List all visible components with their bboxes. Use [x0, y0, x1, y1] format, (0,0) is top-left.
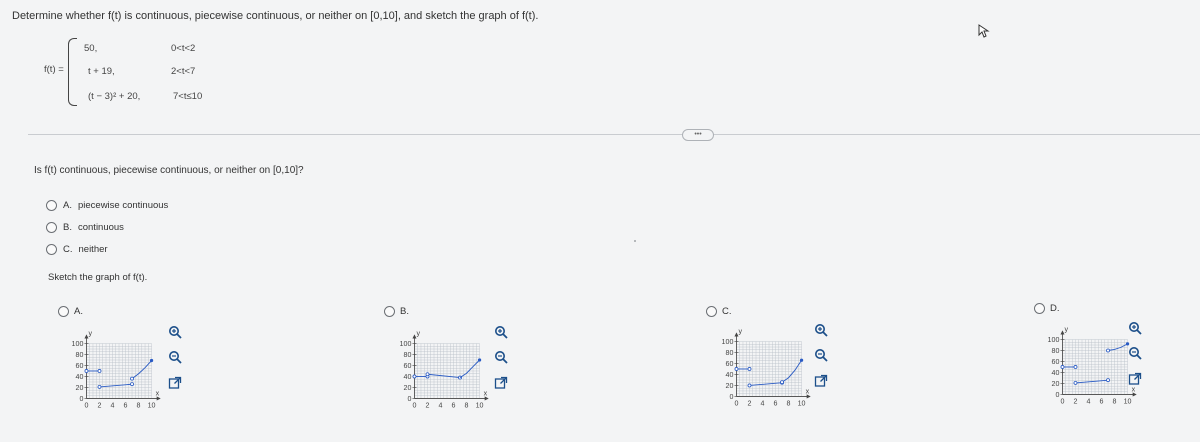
- x-tick-label: 6: [773, 399, 778, 408]
- piece-3-expr: (t − 3)² + 20,: [88, 91, 141, 102]
- y-axis-label: y: [416, 329, 421, 338]
- y-tick-label: 100: [721, 338, 734, 347]
- option-text: continuous: [77, 222, 124, 233]
- radio-button[interactable]: [1034, 303, 1045, 314]
- external-link-icon[interactable]: [168, 376, 182, 390]
- option-letter: A.: [63, 200, 72, 211]
- zoom-out-icon[interactable]: [1128, 346, 1142, 360]
- y-axis-label: y: [738, 327, 743, 336]
- open-endpoint: [1074, 365, 1077, 368]
- option-letter: B.: [63, 222, 72, 233]
- graph-choice-letter: C.: [722, 306, 732, 317]
- x-axis-label: x: [1131, 385, 1136, 394]
- y-tick-label: 40: [1051, 369, 1060, 378]
- y-tick-label: 40: [403, 373, 412, 382]
- question-text: Determine whether f(t) is continuous, piecewise continuous, or neither on [0,10], and sketch the graph of f(t).: [12, 10, 539, 22]
- y-tick-label: 20: [403, 384, 412, 392]
- function-label: f(t) =: [44, 64, 64, 75]
- radio-button[interactable]: [58, 306, 69, 317]
- y-tick-label: 60: [1051, 358, 1060, 367]
- zoom-in-icon[interactable]: [814, 323, 828, 337]
- zoom-out-icon[interactable]: [814, 348, 828, 362]
- continuity-option-a[interactable]: [46, 200, 168, 211]
- y-tick-label: 80: [403, 351, 412, 360]
- open-endpoint: [131, 383, 134, 386]
- x-tick-label: 6: [123, 401, 128, 410]
- graph-thumbnail[interactable]: [708, 320, 828, 420]
- y-tick-label: 80: [75, 351, 84, 360]
- x-tick-label: 4: [760, 399, 765, 408]
- radio-button[interactable]: [46, 222, 57, 233]
- external-link-icon[interactable]: [1128, 372, 1142, 386]
- graph-choice-letter: B.: [400, 306, 409, 317]
- open-endpoint: [781, 381, 784, 384]
- x-tick-label: 0: [84, 401, 89, 410]
- open-endpoint: [413, 375, 416, 378]
- x-axis-label: x: [483, 389, 488, 398]
- graph-thumbnail[interactable]: [386, 322, 506, 422]
- zoom-in-icon[interactable]: [1128, 321, 1142, 335]
- option-letter: C.: [63, 244, 73, 255]
- open-endpoint: [1107, 349, 1110, 352]
- x-axis-label: x: [805, 387, 810, 396]
- open-endpoint: [98, 369, 101, 372]
- stray-dot: [634, 240, 636, 242]
- open-endpoint: [1061, 365, 1064, 368]
- piece-1-cond: 0<t<2: [171, 43, 196, 54]
- y-tick-label: 100: [399, 340, 412, 349]
- open-endpoint: [131, 377, 134, 380]
- y-tick-label: 100: [71, 340, 84, 349]
- open-endpoint: [1074, 381, 1077, 384]
- x-tick-label: 4: [438, 401, 443, 410]
- x-tick-label: 2: [747, 399, 752, 408]
- open-endpoint: [426, 373, 429, 376]
- x-axis-label: x: [155, 389, 160, 398]
- zoom-in-icon[interactable]: [494, 325, 508, 339]
- y-axis-label: y: [1064, 325, 1069, 334]
- x-tick-label: 0: [412, 401, 417, 410]
- x-tick-label: 2: [425, 401, 430, 410]
- zoom-in-icon[interactable]: [168, 325, 182, 339]
- y-tick-label: 20: [1051, 380, 1060, 388]
- x-tick-label: 10: [147, 401, 156, 410]
- radio-button[interactable]: [706, 306, 717, 317]
- closed-endpoint: [800, 359, 803, 362]
- x-tick-label: 8: [1112, 397, 1117, 406]
- grid-lines: [414, 344, 479, 399]
- expand-more-button[interactable]: •••: [682, 129, 714, 141]
- open-endpoint: [735, 367, 738, 370]
- open-endpoint: [85, 369, 88, 372]
- y-tick-label: 60: [75, 362, 84, 371]
- graph-choice-letter: D.: [1050, 303, 1060, 314]
- option-text: piecewise continuous: [77, 200, 169, 211]
- y-tick-label: 0: [1055, 390, 1060, 399]
- y-tick-label: 20: [725, 382, 734, 390]
- y-tick-label: 0: [729, 392, 734, 401]
- x-tick-label: 10: [1123, 397, 1132, 406]
- x-tick-label: 10: [797, 399, 806, 408]
- external-link-icon[interactable]: [814, 374, 828, 388]
- graph-choice-letter: A.: [74, 306, 83, 317]
- open-endpoint: [748, 384, 751, 387]
- piece-1-expr: 50,: [84, 43, 98, 54]
- x-tick-label: 4: [1086, 397, 1091, 406]
- closed-endpoint: [150, 359, 153, 362]
- piece-2-cond: 2<t<7: [171, 66, 196, 77]
- y-tick-label: 60: [403, 362, 412, 371]
- x-tick-label: 2: [1073, 397, 1078, 406]
- y-axis-label: y: [88, 329, 93, 338]
- radio-button[interactable]: [384, 306, 395, 317]
- x-tick-label: 8: [786, 399, 791, 408]
- piece-2-expr: t + 19,: [88, 66, 115, 77]
- graph-choice-4[interactable]: [1034, 303, 1060, 314]
- x-tick-label: 6: [451, 401, 456, 410]
- piece-3-cond: 7<t≤10: [173, 91, 203, 102]
- x-tick-label: 10: [475, 401, 484, 410]
- continuity-option-b[interactable]: [46, 222, 124, 233]
- external-link-icon[interactable]: [494, 376, 508, 390]
- x-tick-label: 8: [464, 401, 469, 410]
- open-endpoint: [748, 367, 751, 370]
- y-tick-label: 80: [1051, 347, 1060, 356]
- y-tick-label: 20: [75, 384, 84, 392]
- graph-choice-3[interactable]: [706, 306, 732, 317]
- y-tick-label: 80: [725, 349, 734, 358]
- y-tick-label: 0: [79, 394, 84, 403]
- zoom-out-icon[interactable]: [168, 350, 182, 364]
- piecewise-brace: [68, 38, 77, 106]
- radio-button[interactable]: [46, 244, 57, 255]
- y-tick-label: 60: [725, 360, 734, 369]
- y-tick-label: 0: [407, 394, 412, 403]
- x-tick-label: 4: [110, 401, 115, 410]
- cursor-icon: [978, 24, 990, 43]
- x-tick-label: 2: [97, 401, 102, 410]
- radio-button[interactable]: [46, 200, 57, 211]
- y-tick-label: 40: [725, 371, 734, 380]
- continuity-question: Is f(t) continuous, piecewise continuous, or neither on [0,10]?: [34, 165, 304, 176]
- sketch-prompt: Sketch the graph of f(t).: [48, 272, 148, 283]
- y-tick-label: 40: [75, 373, 84, 382]
- option-text: neither: [78, 244, 108, 255]
- open-endpoint: [98, 385, 101, 388]
- closed-endpoint: [478, 358, 481, 361]
- graph-choice-2[interactable]: [384, 306, 409, 317]
- x-tick-label: 0: [734, 399, 739, 408]
- section-divider: [28, 134, 1200, 135]
- open-endpoint: [1107, 379, 1110, 382]
- x-tick-label: 8: [136, 401, 141, 410]
- zoom-out-icon[interactable]: [494, 350, 508, 364]
- continuity-option-c[interactable]: [46, 244, 108, 255]
- x-tick-label: 0: [1060, 397, 1065, 406]
- graph-thumbnail[interactable]: [58, 322, 178, 422]
- x-tick-label: 6: [1099, 397, 1104, 406]
- y-tick-label: 100: [1047, 336, 1060, 345]
- graph-choice-1[interactable]: [58, 306, 83, 317]
